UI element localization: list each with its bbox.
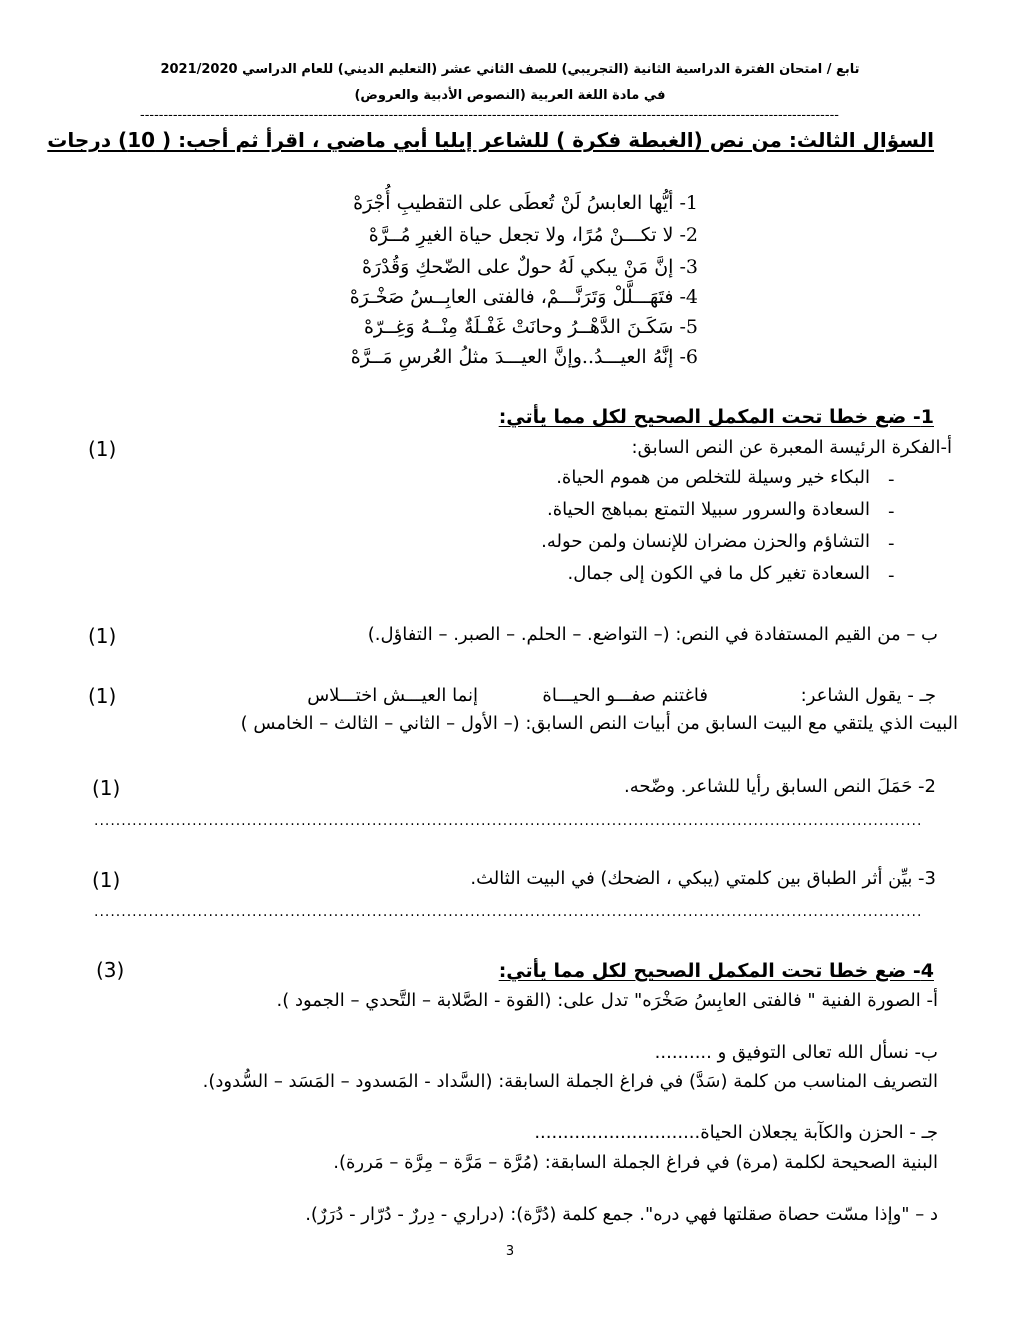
question-title: السؤال الثالث: من نص (الغبطة فكرة ) للشاعر إيليا أبي ماضي ، اقرأ ثم أجب: ( 10) درجات: [47, 128, 934, 152]
q4a-text: أ- الصورة الفنية " فالفتى العابِسُ صَخْرَه" تدل على: (القوة - الصَّلابة – التَّحدي – الجمود ).: [276, 990, 938, 1011]
page-number: 3: [505, 1244, 515, 1259]
bullet-dash: -: [888, 469, 895, 490]
q1-heading: 1- ضع خطا تحت المكمل الصحيح لكل مما يأتي:: [498, 406, 934, 428]
q2-text: 2- حَمَلَ النص السابق رأيا للشاعر. وضّحه.: [624, 776, 936, 797]
q4-heading: 4- ضع خطا تحت المكمل الصحيح لكل مما يأتي:: [498, 960, 934, 982]
poem-verse-5: 5- سَكَـنَ الدَّهْــرُ وحانَتْ غَفْـلَةٌ مِنْــهُ وَغِــرّهْ: [363, 316, 698, 338]
q1c-question: البيت الذي يلتقي مع البيت السابق من أبيات النص السابق: (– الأول – الثاني – الثالث – الخامس ): [240, 713, 958, 734]
bullet-dash: -: [888, 533, 895, 554]
poem-verse-3: 3- إنَّ مَنْ يبكي لَهُ حولٌ على الضّحكِ وَقُدْرَهْ: [361, 256, 698, 278]
header-divider: -----------------------------------------------------------------------------------------------------------------------------------------------------: [140, 108, 839, 123]
q3-answer-line[interactable]: ........................................................................................................................................................: [94, 904, 923, 920]
poem-verse-2: 2- لا تكـــنْ مُرًا، ولا تجعل حياة الغيرِ مُــرَّهْ: [368, 224, 698, 246]
q1c-verse-first: فاغتنم صفـــو الحيـــاة: [542, 685, 708, 706]
q1c-verse-second: إنما العيـــش اختـــلاس: [307, 685, 478, 706]
q3-text: 3- بيِّن أثر الطباق بين كلمتي (يبكي ، الضحك) في البيت الثالث.: [470, 868, 936, 889]
q4-score: (3): [96, 958, 125, 982]
q2-score: (1): [92, 776, 121, 800]
q1a-option-4[interactable]: السعادة تغير كل ما في الكون إلى جمال.: [567, 563, 870, 584]
q1a-option-2[interactable]: السعادة والسرور سبيلا التمتع بمباهج الحياة.: [547, 499, 870, 520]
q4c-question: البنية الصحيحة لكلمة (مرة) في فراغ الجملة السابقة: (مُرَّة – مَرَّة – مِرَّة – مَررة).: [333, 1152, 938, 1173]
q1b-text: ب – من القيم المستفادة في النص: (– التواضع. – الحلم. – الصبر. – التفاؤل.): [367, 624, 938, 645]
q2-answer-line[interactable]: ........................................................................................................................................................: [94, 813, 923, 829]
poem-verse-1: 1- أيُّها العابسُ لَنْ تُعطَى على التقطيبِ أُجْرَهْ: [353, 192, 698, 214]
bullet-dash: -: [888, 501, 895, 522]
q1a-text: أ-الفكرة الرئيسة المعبرة عن النص السابق:: [631, 437, 952, 458]
q1b-score: (1): [88, 624, 117, 648]
poem-verse-6: 6- إنَّهُ العيـــدُ..وإنَّ العيـــدَ مثلُ العُرسِ مَــرَّهْ: [350, 346, 698, 368]
q1c-score: (1): [88, 684, 117, 708]
q1a-option-3[interactable]: التشاؤم والحزن مضران للإنسان ولمن حوله.: [541, 531, 870, 552]
q4c-sentence: جـ - الحزن والكآبة يجعلان الحياة.............................: [534, 1122, 938, 1143]
q1a-score: (1): [88, 437, 117, 461]
q3-score: (1): [92, 868, 121, 892]
exam-header-line1: تابع / امتحان الفترة الدراسية الثانية (التجريبي) للصف الثاني عشر (التعليم الديني) للعام الدراسي 2021/2020: [160, 62, 860, 77]
poem-verse-4: 4- فتَهَـــلَّلْ وَتَرَنَّـــمْ، فالفتى العابِــسُ صَخْـرَهْ: [349, 286, 698, 308]
q4d-text: د – "وإذا مسّت حصاة صقلتها فهي دره". جمع كلمة (دُرَّة): (دراري - دِررٌ - دُرّار - دُرَرٌ).: [305, 1204, 938, 1225]
bullet-dash: -: [888, 565, 895, 586]
exam-header-line2: في مادة اللغة العربية (النصوص الأدبية والعروض): [354, 88, 666, 103]
q4b-question: التصريف المناسب من كلمة (سَدَّ) في فراغ الجملة السابقة: (السَّداد - المَسدود – المَسَد – السُّدود).: [202, 1071, 938, 1092]
q1c-intro: جـ - يقول الشاعر:: [800, 685, 936, 706]
q4b-sentence: ب- نسأل الله تعالى التوفيق و ..........: [654, 1042, 938, 1063]
q1a-option-1[interactable]: البكاء خير وسيلة للتخلص من هموم الحياة.: [556, 467, 870, 488]
